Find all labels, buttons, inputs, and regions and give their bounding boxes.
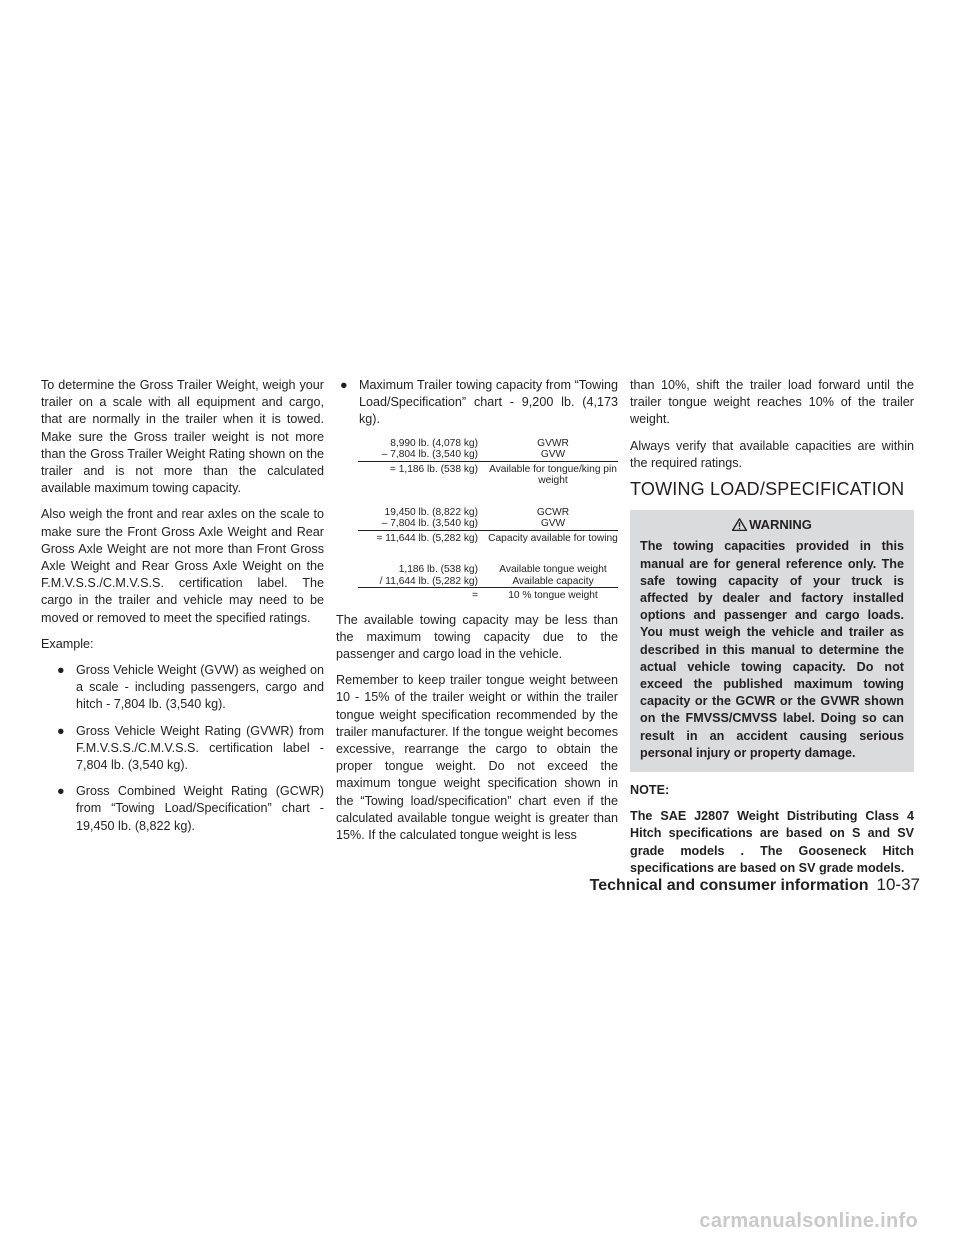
calc-label: Available for tongue/king pin weight [489,463,617,487]
calc-value: 8,990 lb. (4,078 kg) [390,437,478,449]
example-label: Example: [41,636,94,651]
warning-header [640,516,904,533]
calc-result [336,590,618,602]
calc-label: Available capacity [512,575,594,587]
column-2 [336,377,618,853]
list-item-text: Gross Vehicle Weight Rating (GVWR) from F.M.V.S.S./C.M.V.S.S. certification label - 7,804 lb. (3,540 kg). [76,723,324,773]
column-1 [41,377,324,844]
section-title: Technical and consumer information [589,877,869,894]
calc-row [336,518,618,530]
calc-divider [358,587,618,588]
list-item-text: Gross Combined Weight Rating (GCWR) from “Towing Load/Specification” chart - 19,450 lb. (8,822 kg). [76,784,324,833]
calc-row [336,576,618,588]
paragraph: Also weigh the front and rear axles on the scale to make sure the Front Gross Axle Weight and Rear Gross Axle Weight are not more than Front Gross Axle Weight and Rear Gross Axle Weight on the F.M.V.S.S./C.M.V.S.S. certification label. The cargo in the trailer and vehicle may need to be moved or removed to meet the specified ratings. [41,507,324,625]
calc-label: GVW [540,449,566,461]
calc-value: 19,450 lb. (8,822 kg) [384,506,478,518]
tongue-weight-calculation [336,438,618,602]
note-text: The SAE J2807 Weight Distributing Class 4 Hitch specifications are based on S and SV grade models . The Gooseneck Hitch specifications are based on SV grade models. [630,809,914,875]
list-item [53,783,324,835]
list-item [53,662,324,714]
calc-result [336,464,618,487]
list-item [53,723,324,775]
calc-divider [358,530,618,531]
warning-box [630,510,914,772]
paragraph: Remember to keep trailer tongue weight between 10 - 15% of the trailer weight or within the trailer tongue weight specification recommended by the trailer manufacturer. If the tongue weight becomes excessive, rearrange the cargo to obtain the proper tongue weight. Do not exceed the maximum tongue weight specification shown in the “Towing load/specification” chart even if the calculated available tongue weight is greater than 15%. If the calculated tongue weight is less [336,673,618,843]
calc-value: = 11,644 lb. (5,282 kg) [376,532,478,544]
calc-value: – 7,804 lb. (3,540 kg) [381,449,478,461]
calc-value: = [472,590,478,602]
warning-title: WARNING [749,517,812,533]
calc-value: = 1,186 lb. (538 kg) [389,463,478,475]
calc-row [336,564,618,576]
page-footer [590,875,920,895]
calc-row [336,507,618,519]
bullet-icon: ● [340,378,348,392]
calc-label: GVWR [537,437,569,449]
paragraph: than 10%, shift the trailer load forward until the trailer tongue weight reaches 10% of the trailer weight. [630,378,914,427]
calc-result [336,533,618,545]
calc-label: Capacity available for towing [488,532,618,544]
calc-value: 1,186 lb. (538 kg) [398,564,478,576]
calc-row [336,438,618,450]
column-3 [630,377,914,886]
calc-label: GVW [540,518,566,530]
section-heading: TOWING LOAD/SPECIFICATION [630,479,905,500]
paragraph: Always verify that available capacities are within the required ratings. [630,438,914,470]
paragraph: To determine the Gross Trailer Weight, weigh your trailer on a scale with all equipment and cargo, that are normally in the trailer when it is towed. Make sure the Gross trailer weight is not more than the Gross Trailer Weight Rating shown on the trailer and is not more than the calculated available maximum towing capacity. [41,378,324,496]
calc-label: GCWR [536,506,570,518]
calc-value: – 7,804 lb. (3,540 kg) [381,518,478,530]
warning-text: The towing capacities provided in this manual are for general reference only. The safe towing capacity of your truck is affected by dealer and factory installed options and passenger and cargo loads. You must weigh the vehicle and trailer as described in this manual to determine the actual vehicle towing capacity. Do not exceed the published maximum towing capacity or the GCWR or the GVWR shown on the FMVSS/CMVSS label. Doing so can result in an accident causing serious personal injury or property damage. [640,539,904,760]
bullet-icon: ● [57,784,65,799]
bullet-icon: ● [57,723,65,738]
calc-label: Available tongue weight [499,564,607,576]
watermark: carmanualsonline.info [699,1210,918,1232]
page-number: 10-37 [876,875,920,894]
calc-label: 10 % tongue weight [508,590,598,602]
calc-row [336,449,618,461]
calc-value: / 11,644 lb. (5,282 kg) [379,575,478,587]
warning-triangle-icon [732,518,747,531]
list-item-text: Maximum Trailer towing capacity from “Towing Load/Specification” chart - 9,200 lb. (4,173 kg). [359,378,618,427]
list-item-text: Gross Vehicle Weight (GVW) as weighed on a scale - including passengers, cargo and hitch - 7,804 lb. (3,540 kg). [76,663,324,712]
calc-divider [358,461,618,462]
bullet-icon: ● [57,663,65,678]
note-label: NOTE: [630,783,670,798]
paragraph: The available towing capacity may be less than the maximum towing capacity due to the passenger and cargo load in the vehicle. [336,612,618,662]
list-item [336,377,618,429]
